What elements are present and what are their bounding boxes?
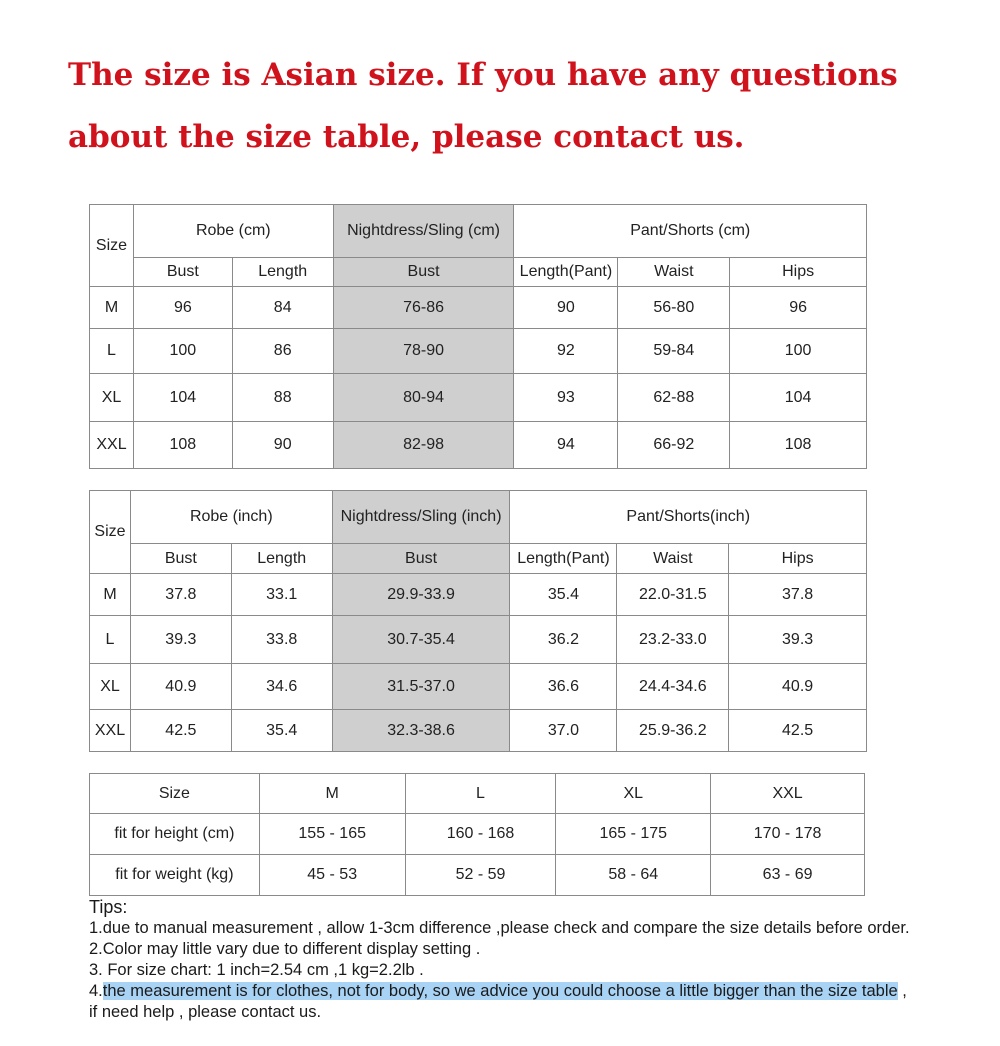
table-cell: 40.9 [130, 664, 231, 710]
table-cell: 37.8 [130, 574, 231, 616]
table-cell: 170 - 178 [711, 814, 865, 855]
size-cell: XXL [90, 710, 131, 752]
nightdress-group-header: Nightdress/Sling (cm) [333, 205, 514, 258]
tips-title: Tips: [89, 897, 128, 917]
table-cell: 29.9-33.9 [332, 574, 510, 616]
table-cell: 31.5-37.0 [332, 664, 510, 710]
fit-size-m: M [259, 774, 405, 814]
table-cell: 25.9-36.2 [617, 710, 729, 752]
table-row [90, 287, 867, 329]
fit-size-header: Size [90, 774, 260, 814]
fit-height-label: fit for height (cm) [90, 814, 260, 855]
table-cell: 36.2 [510, 616, 617, 664]
table-cell: 36.6 [510, 664, 617, 710]
table-cell: 24.4-34.6 [617, 664, 729, 710]
table-cell: 104 [730, 374, 867, 422]
headline-line-1: The size is Asian size. If you have any questions [68, 57, 898, 93]
table-cell: 58 - 64 [556, 855, 711, 896]
pant-group-header: Pant/Shorts(inch) [510, 491, 867, 544]
table-cell: 35.4 [231, 710, 332, 752]
table-cell: 22.0-31.5 [617, 574, 729, 616]
table-cell: 78-90 [333, 329, 514, 374]
table-cell: 165 - 175 [556, 814, 711, 855]
table-cell: 86 [232, 329, 333, 374]
pant-waist-header: Waist [617, 544, 729, 574]
table-cell: 100 [730, 329, 867, 374]
table-cell: 33.8 [231, 616, 332, 664]
fit-weight-label: fit for weight (kg) [90, 855, 260, 896]
tip-line-4-highlight: the measurement is for clothes, not for body, so we advice you could choose a little bigger than the size table [102, 982, 898, 1000]
size-cell: M [90, 287, 134, 329]
table-cell: 93 [514, 374, 618, 422]
table-cell: 108 [730, 422, 867, 469]
size-cell: XL [90, 664, 131, 710]
table-cell: 45 - 53 [259, 855, 405, 896]
table-cell: 62-88 [618, 374, 730, 422]
pant-length-header: Length(Pant) [514, 258, 618, 287]
table-row [90, 329, 867, 374]
table-row [90, 574, 867, 616]
size-header: Size [90, 491, 131, 574]
table-cell: 59-84 [618, 329, 730, 374]
table-cell: 63 - 69 [711, 855, 865, 896]
size-table-inch [89, 490, 867, 752]
fit-size-xxl: XXL [711, 774, 865, 814]
pant-length-header: Length(Pant) [510, 544, 617, 574]
table-cell: 96 [133, 287, 232, 329]
table-cell: 40.9 [729, 664, 867, 710]
size-notice-headline [68, 44, 968, 168]
size-header: Size [90, 205, 134, 287]
table-cell: 42.5 [729, 710, 867, 752]
table-row [90, 664, 867, 710]
size-table-cm [89, 204, 867, 469]
table-cell: 32.3-38.6 [332, 710, 510, 752]
table-cell: 33.1 [231, 574, 332, 616]
tip-line-3: 3. For size chart: 1 inch=2.54 cm ,1 kg=2.2lb . [89, 961, 424, 979]
table-cell: 76-86 [333, 287, 514, 329]
pant-group-header: Pant/Shorts (cm) [514, 205, 867, 258]
pant-waist-header: Waist [618, 258, 730, 287]
size-cell: XL [90, 374, 134, 422]
nightdress-group-header: Nightdress/Sling (inch) [332, 491, 510, 544]
tips-section [89, 896, 994, 1023]
table-row [90, 855, 865, 896]
pant-hips-header: Hips [730, 258, 867, 287]
table-cell: 42.5 [130, 710, 231, 752]
table-cell: 37.0 [510, 710, 617, 752]
table-cell: 108 [133, 422, 232, 469]
table-cell: 94 [514, 422, 618, 469]
table-row [90, 374, 867, 422]
tip-line-4 [89, 981, 994, 1002]
fit-size-xl: XL [556, 774, 711, 814]
table-cell: 66-92 [618, 422, 730, 469]
tip-line-5: if need help , please contact us. [89, 1003, 322, 1021]
robe-group-header: Robe (inch) [130, 491, 332, 544]
tip-line-2: 2.Color may little vary due to different display setting . [89, 940, 481, 958]
robe-length-header: Length [232, 258, 333, 287]
pant-hips-header: Hips [729, 544, 867, 574]
robe-group-header: Robe (cm) [133, 205, 333, 258]
nightdress-bust-header: Bust [333, 258, 514, 287]
table-cell: 39.3 [130, 616, 231, 664]
table-cell: 90 [232, 422, 333, 469]
table-cell: 39.3 [729, 616, 867, 664]
table-cell: 160 - 168 [405, 814, 556, 855]
table-cell: 84 [232, 287, 333, 329]
headline-line-2: about the size table, please contact us. [68, 119, 745, 155]
table-cell: 30.7-35.4 [332, 616, 510, 664]
table-row [90, 422, 867, 469]
table-cell: 155 - 165 [259, 814, 405, 855]
table-cell: 100 [133, 329, 232, 374]
table-cell: 35.4 [510, 574, 617, 616]
size-cell: L [90, 329, 134, 374]
table-cell: 104 [133, 374, 232, 422]
table-cell: 92 [514, 329, 618, 374]
fit-size-l: L [405, 774, 556, 814]
robe-bust-header: Bust [133, 258, 232, 287]
size-cell: M [90, 574, 131, 616]
table-cell: 34.6 [231, 664, 332, 710]
tip-line-4-suffix: , [897, 982, 907, 1000]
tip-line-1: 1.due to manual measurement , allow 1-3cm difference ,please check and compare the size details before order. [89, 919, 910, 937]
table-cell: 80-94 [333, 374, 514, 422]
table-cell: 37.8 [729, 574, 867, 616]
table-cell: 96 [730, 287, 867, 329]
table-cell: 56-80 [618, 287, 730, 329]
robe-length-header: Length [231, 544, 332, 574]
table-cell: 23.2-33.0 [617, 616, 729, 664]
table-cell: 90 [514, 287, 618, 329]
fit-table [89, 773, 865, 896]
table-row [90, 814, 865, 855]
size-cell: L [90, 616, 131, 664]
table-cell: 88 [232, 374, 333, 422]
table-cell: 52 - 59 [405, 855, 556, 896]
table-cell: 82-98 [333, 422, 514, 469]
nightdress-bust-header: Bust [332, 544, 510, 574]
table-row [90, 616, 867, 664]
tip-line-4-prefix: 4. [89, 982, 103, 1000]
table-row [90, 774, 865, 814]
robe-bust-header: Bust [130, 544, 231, 574]
size-cell: XXL [90, 422, 134, 469]
table-row [90, 710, 867, 752]
